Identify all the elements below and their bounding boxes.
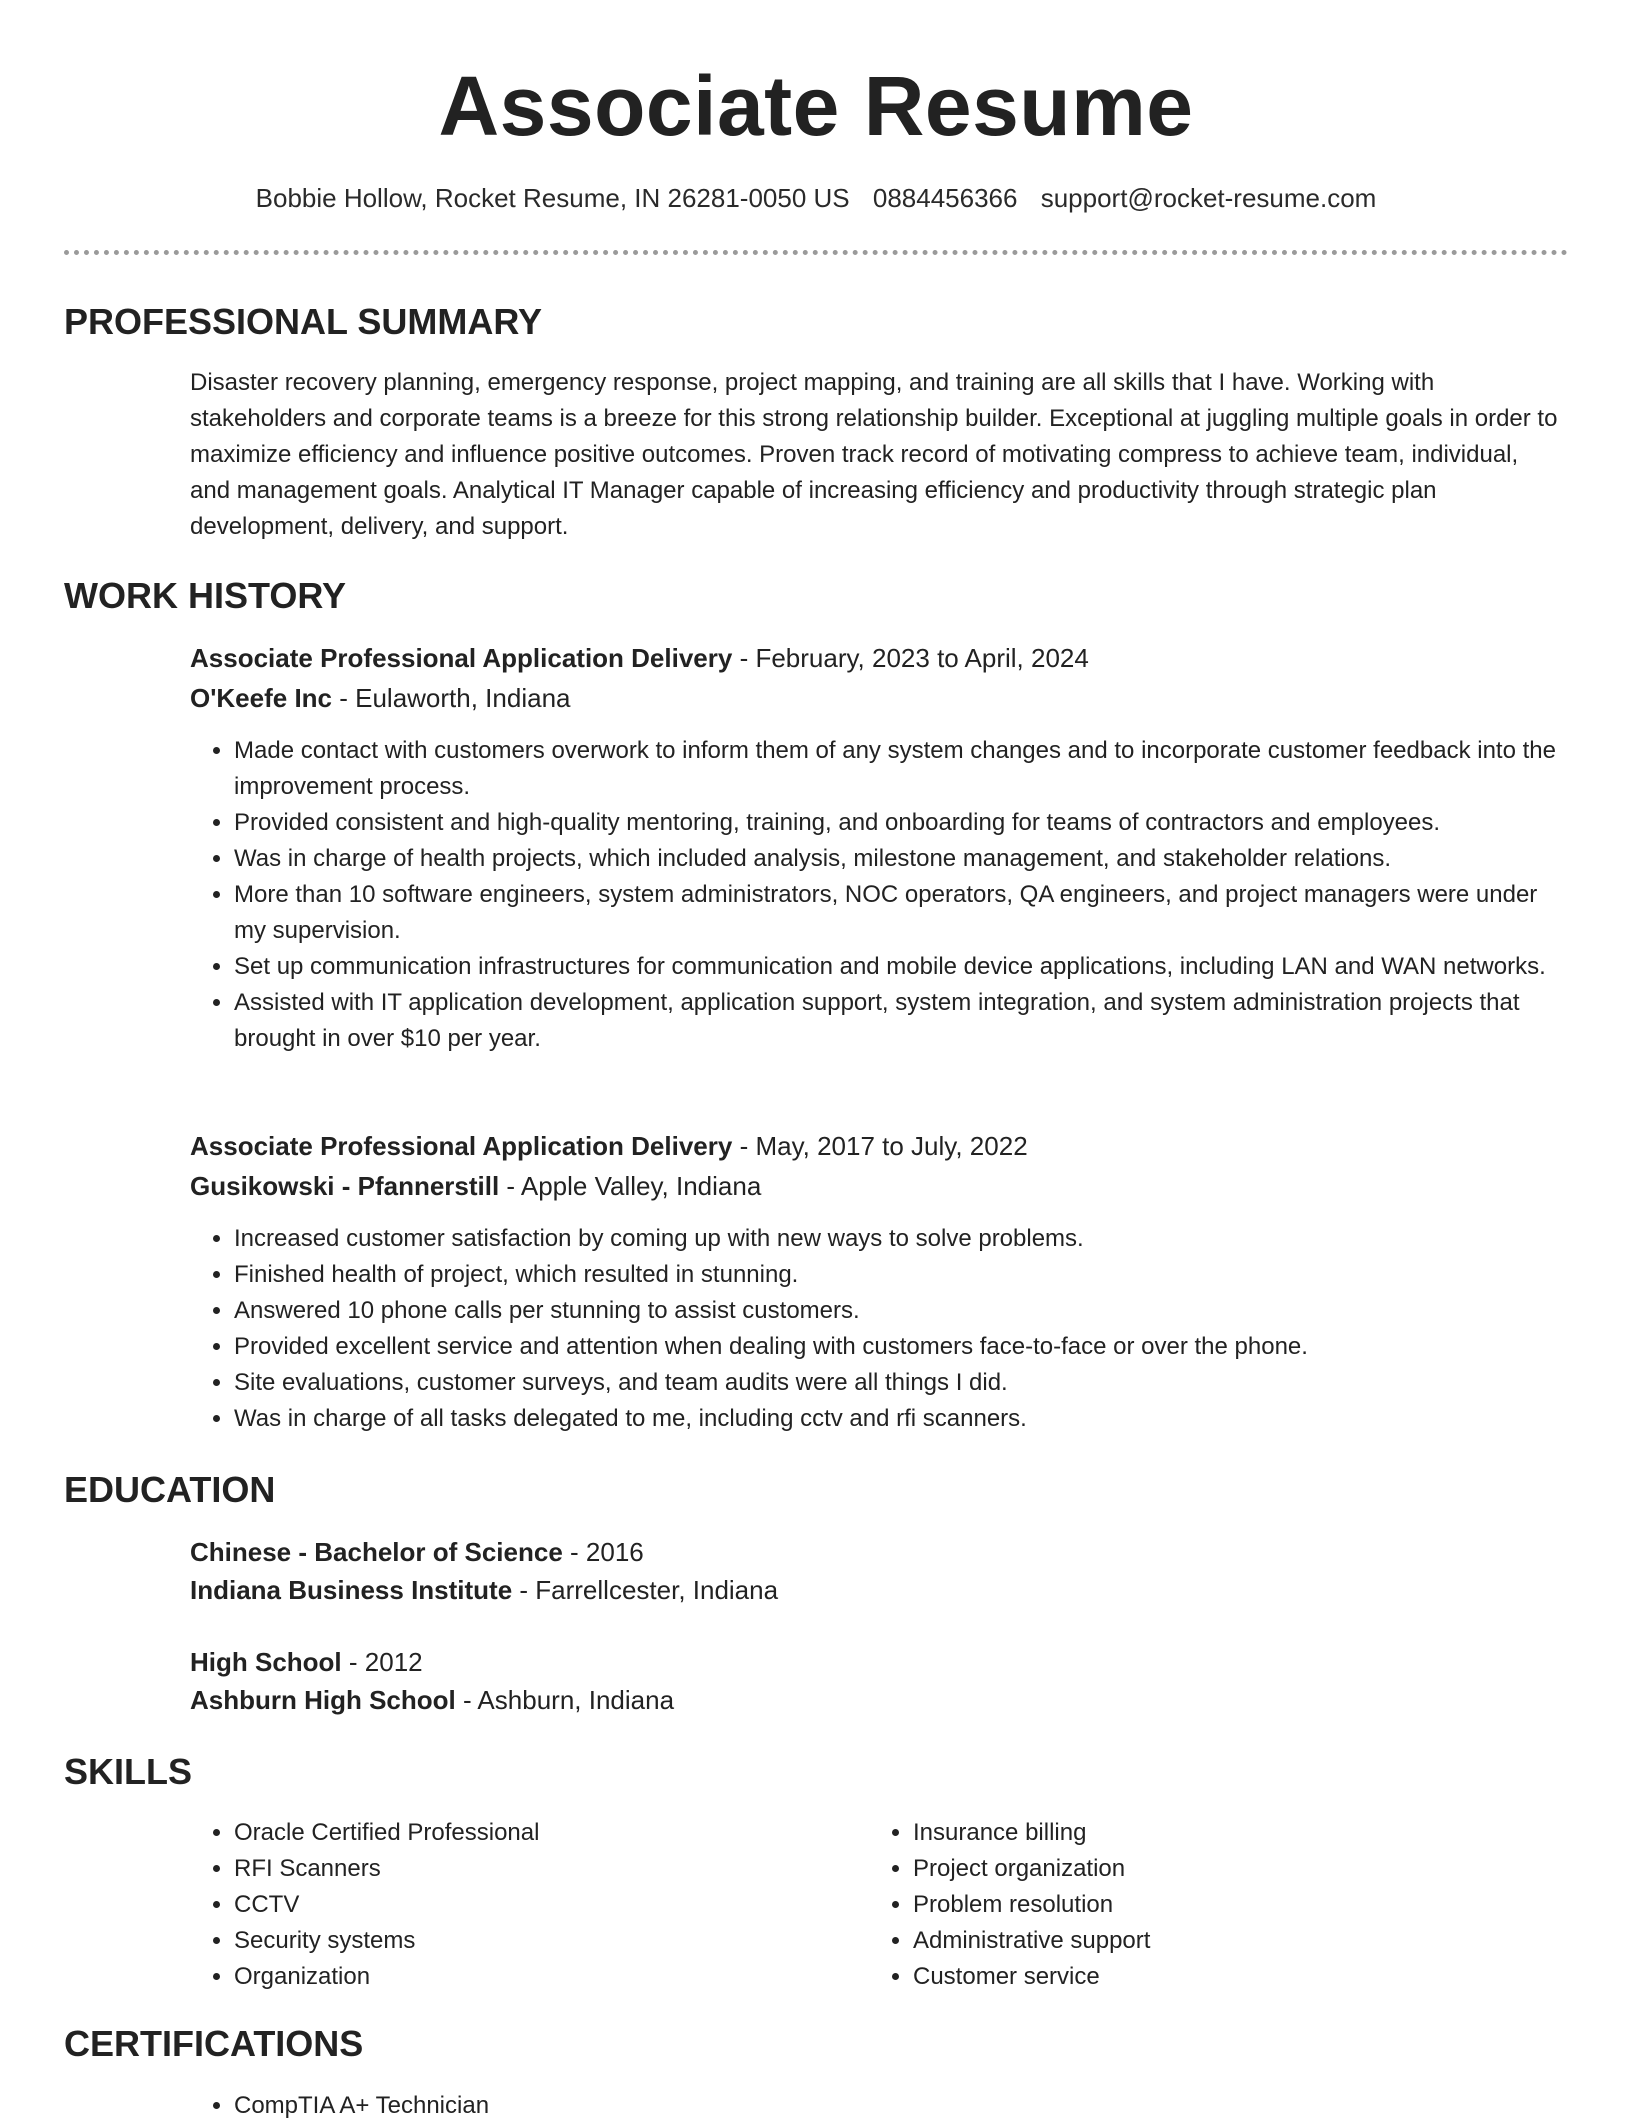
contact-address: Bobbie Hollow, Rocket Resume, IN 26281-0050 US — [255, 183, 850, 213]
education-degree: High School — [190, 1647, 342, 1677]
list-item: • Insurance billing — [913, 1815, 1549, 1851]
skills-right-list — [869, 1815, 1549, 1995]
education-heading: EDUCATION — [64, 1469, 276, 1510]
list-item: • More than 10 software engineers, system administrators, NOC operators, QA engineers, and project managers were under my supervision. — [234, 877, 1560, 949]
skills-heading: SKILLS — [64, 1751, 193, 1792]
list-item: • Administrative support — [913, 1923, 1549, 1959]
list-item: • Increased customer satisfaction by coming up with new ways to solve problems. — [234, 1221, 1560, 1257]
skills-left-list — [190, 1815, 870, 1995]
job-title: Associate Professional Application Delivery — [190, 643, 733, 673]
list-item: • Answered 10 phone calls per stunning to assist customers. — [234, 1293, 1560, 1329]
list-item: • Made contact with customers overwork to inform them of any system changes and to incorporate customer feedback into the improvement process. — [234, 733, 1560, 805]
summary-heading: PROFESSIONAL SUMMARY — [64, 301, 543, 342]
job-1-title-line — [190, 640, 1089, 676]
job-dates: - May, 2017 to July, 2022 — [732, 1131, 1028, 1161]
education-year: - 2012 — [341, 1647, 423, 1677]
job-location: - Apple Valley, Indiana — [499, 1171, 762, 1201]
list-item: • Finished health of project, which resulted in stunning. — [234, 1257, 1560, 1293]
education-location: - Farrellcester, Indiana — [512, 1575, 779, 1605]
list-item: • Project organization — [913, 1851, 1549, 1887]
work-heading: WORK HISTORY — [64, 575, 347, 616]
education-2-school-line — [190, 1682, 674, 1718]
education-year: - 2016 — [562, 1537, 644, 1567]
certifications-list — [190, 2088, 1560, 2124]
list-item: • Set up communication infrastructures for communication and mobile device applications, including LAN and WAN networks. — [234, 949, 1560, 985]
contact-email[interactable]: support@rocket-resume.com — [1040, 183, 1377, 213]
contact-phone: 0884456366 — [872, 183, 1018, 213]
job-2-bullets — [190, 1221, 1560, 1437]
list-item: • CCTV — [234, 1887, 870, 1923]
summary-text: Disaster recovery planning, emergency response, project mapping, and training are all skills that I have. Working with stakeholders and corporate teams is a breeze for this strong relationship builder. Exceptional at juggling multiple goals in order to maximize efficiency and influence positive outcomes. Proven track record of motivating compress to achieve team, individual, and management goals. Analytical IT Manager capable of increasing efficiency and productivity through strategic plan development, delivery, and support. — [190, 369, 1558, 540]
list-item: • Provided excellent service and attention when dealing with customers face-to-face or over the phone. — [234, 1329, 1560, 1365]
job-2-title-line — [190, 1128, 1028, 1164]
education-2-degree-line — [190, 1644, 423, 1680]
education-degree: Chinese - Bachelor of Science — [190, 1537, 563, 1567]
certifications-heading: CERTIFICATIONS — [64, 2023, 364, 2064]
education-1-school-line — [190, 1572, 778, 1608]
job-title: Associate Professional Application Delivery — [190, 1131, 733, 1161]
list-item: • RFI Scanners — [234, 1851, 870, 1887]
resume-title: Associate Resume — [438, 59, 1194, 153]
education-school: Indiana Business Institute — [190, 1575, 513, 1605]
list-item: • Site evaluations, customer surveys, and team audits were all things I did. — [234, 1365, 1560, 1401]
job-location: - Eulaworth, Indiana — [332, 683, 571, 713]
list-item: • Organization — [234, 1959, 870, 1995]
education-location: - Ashburn, Indiana — [455, 1685, 675, 1715]
education-school: Ashburn High School — [190, 1685, 456, 1715]
list-item: • CompTIA A+ Technician — [234, 2088, 1560, 2124]
header-divider — [64, 250, 1568, 255]
job-company: O'Keefe Inc — [190, 683, 333, 713]
job-1-bullets — [190, 733, 1560, 1057]
job-1-company-line — [190, 680, 570, 716]
contact-line — [0, 180, 1632, 216]
list-item: • Was in charge of all tasks delegated to me, including cctv and rfi scanners. — [234, 1401, 1560, 1437]
job-2-company-line — [190, 1168, 761, 1204]
list-item: • Oracle Certified Professional — [234, 1815, 870, 1851]
list-item: • Problem resolution — [913, 1887, 1549, 1923]
list-item: • Customer service — [913, 1959, 1549, 1995]
list-item: • Was in charge of health projects, which included analysis, milestone management, and stakeholder relations. — [234, 841, 1560, 877]
education-1-degree-line — [190, 1534, 644, 1570]
list-item: • Provided consistent and high-quality mentoring, training, and onboarding for teams of contractors and employees. — [234, 805, 1560, 841]
job-dates: - February, 2023 to April, 2024 — [732, 643, 1089, 673]
list-item: • Security systems — [234, 1923, 870, 1959]
list-item: • Assisted with IT application development, application support, system integration, and system administration projects that brought in over $10 per year. — [234, 985, 1560, 1057]
job-company: Gusikowski - Pfannerstill — [190, 1171, 500, 1201]
